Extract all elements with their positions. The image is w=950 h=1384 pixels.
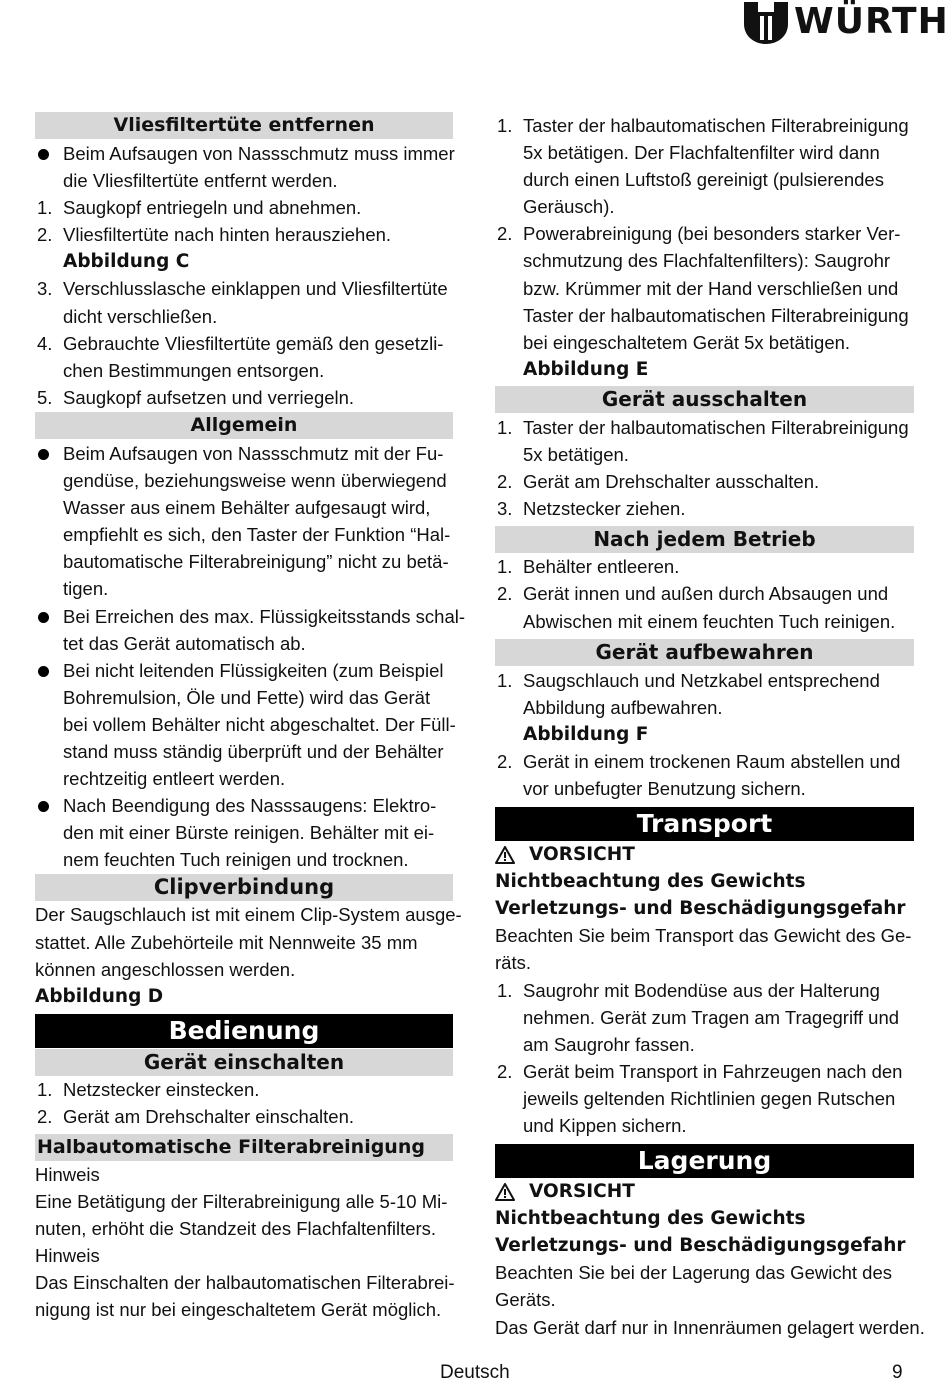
step-item: 3. Netzstecker ziehen. (497, 498, 686, 520)
figure-reference: Abbildung D (35, 985, 164, 1007)
bullet-icon (38, 149, 49, 160)
bullet-icon (38, 666, 49, 677)
wurth-logo-icon (744, 2, 788, 44)
step-item: 2. Gerät am Drehschalter ausschalten. (497, 471, 820, 493)
right-column: 1. Taster der halbautomatischen Filterabreinigung 5x betätigen. Der Flachfaltenfilter wird dann durch einen Luftstoß gereinigt (pulsierendes Geräusch). 2. Powerabreinigung (bei besonders starker Ver- schmutzung des Flachfaltenfilters): Saugrohr bzw. Krümmer mit der Hand verschließen und Taster der halbautomatischen Filterabreinigung bei eingeschaltetem Gerät 5x betätigen. Abbildung E Gerät ausschalten 1. Taster der halbautomatischen Filterabreinigung 5x betätigen. 2. Gerät am Drehschalter ausschalten. 3. Netzstecker ziehen. Nach jedem Betrieb 1. Behälter entleeren. 2. Gerät innen und außen durch Absaugen und Abwischen mit einem feuchten Tuch reinigen. Gerät aufbewahren 1. Saugschlauch und Netzkabel entsprechend Abbildung aufbewahren. Abbildung F 2. Gerät in einem trockenen Raum abstellen und vor unbefugter Benutzung sichern. Transport VORSICHT Nichtbeachtung des Gewichts Verletzungs- und Beschädigungsgefahr Beachten Sie beim Transport das Gewicht des Ge- räts. 1. Saugrohr mit Bodendüse aus der Halterung nehmen. Gerät zum Tragen am Tragegriff und am Saugrohr fassen. 2. Gerät beim Transport in Fahrzeugen nach den jeweils geltenden Richtlinien gegen Rutschen und Kippen sichern. Lagerung VORSICHT Nichtbeachtung des Gewichts Verletzungs- und Beschädigungsgefahr Beachten Sie bei der Lagerung das Gewicht des Geräts. Das Gerät darf nur in Innenräumen gelagert werden. (495, 112, 914, 1341)
figure-reference: Abbildung C (63, 251, 190, 273)
section-heading-ausschalten: Gerät ausschalten (495, 386, 914, 413)
chapter-heading-transport: Transport (495, 807, 914, 841)
bullet-item: Beim Aufsaugen von Nassschmutz muss immer die Vliesfiltertüte entfernt werden. (35, 140, 453, 194)
warning-triangle-icon (495, 846, 515, 864)
section-heading-halbautomatisch: Halbautomatische Filterabreinigung (35, 1134, 453, 1161)
hint-label: Hinweis (35, 1164, 100, 1185)
wurth-logo (744, 1, 949, 46)
step-item: 2. Vliesfiltertüte nach hinten herausziehen. Abbildung C (35, 221, 453, 275)
section-heading-allgemein: Allgemein (35, 412, 453, 439)
step-item: 1. Netzstecker einstecken. (37, 1078, 260, 1100)
bullet-item: Nach Beendigung des Nasssaugens: Elektro- den mit einer Bürste reinigen. Behälter mit ei- nem feuchten Tuch reinigen und trocknen. (35, 792, 453, 873)
bullet-icon (38, 449, 49, 460)
step-item: 1. Saugschlauch und Netzkabel entsprechend Abbildung aufbewahren. Abbildung F (495, 667, 914, 748)
figure-reference: Abbildung E (523, 358, 649, 380)
footer-language: Deutsch (440, 1362, 510, 1383)
step-item: 1. Saugrohr mit Bodendüse aus der Halterung nehmen. Gerät zum Tragen am Tragegriff und am Saugrohr fassen. (497, 979, 900, 1055)
step-item: 1. Taster der halbautomatischen Filterabreinigung 5x betätigen. (497, 416, 909, 466)
step-item: 2. Gerät innen und außen durch Absaugen und Abwischen mit einem feuchten Tuch reinigen. (497, 583, 896, 632)
step-item: 2. Powerabreinigung (bei besonders starker Ver- schmutzung des Flachfaltenfilters): Saugrohr bzw. Krümmer mit der Hand verschließen und Taster der halbautomatischen Filterabreinigung bei eingeschaltetem Gerät 5x betätigen. Abbildung E (495, 220, 914, 383)
left-column: Vliesfiltertüte entfernen Beim Aufsaugen von Nassschmutz muss immer die Vliesfiltertüte entfernt werden. 1. Saugkopf entriegeln und abnehmen. 2. Vliesfiltertüte nach hinten herausziehen. Abbildung C 3. Verschlusslasche einklappen und Vliesfiltertüte dicht verschließen. 4. Gebrauchte Vliesfiltertüte gemäß den gesetzli- chen Bestimmungen entsorgen. 5. Saugkopf aufsetzen und verriegeln. Allgemein Beim Aufsaugen von Nassschmutz mit der Fu- gendüse, beziehungsweise wenn überwiegend Wasser aus einem Behälter aufgesaugt wird, empfiehlt es sich, den Taster der Funktion “Hal- bautomatische Filterabreinigung” nicht zu betä- tigen. Bei Erreichen des max. Flüssigkeitsstands schal- tet das Gerät automatisch ab. Bei nicht leitenden Flüssigkeiten (zum Beispiel Bohremulsion, Öle und Fette) wird das Gerät bei vollem Behälter nicht abgeschaltet. Der Füll- stand muss ständig überprüft und der Behälter rechtzeitig entleert werden. Nach Beendigung des Nasssaugens: Elektro- den mit einer Bürste reinigen. Behälter mit ei- nem feuchten Tuch reinigen und trocknen. Clipverbindung Der Saugschlauch ist mit einem Clip-System ausge- stattet. Alle Zubehörteile mit Nennweite 35 mm können angeschlossen werden. Abbildung D Bedienung Gerät einschalten 1. Netzstecker einstecken. 2. Gerät am Drehschalter einschalten. Halbautomatische Filterabreinigung Hinweis Eine Betätigung der Filterabreinigung alle 5-10 Mi- nuten, erhöht die Standzeit des Flachfaltenfilters. Hinweis Das Einschalten der halbautomatischen Filterabrei- nigung ist nur bei eingeschaltetem Gerät möglich. (35, 114, 466, 1321)
step-item: 2. Gerät in einem trockenen Raum abstellen und vor unbefugter Benutzung sichern. (497, 750, 901, 799)
warning-triangle-icon (495, 1183, 515, 1201)
section-heading-einschalten: Gerät einschalten (35, 1049, 453, 1076)
step-item: 2. Gerät beim Transport in Fahrzeugen nach den jeweils geltenden Richtlinien gegen Rutschen und Kippen sichern. (497, 1060, 903, 1136)
section-heading-nach-betrieb: Nach jedem Betrieb (495, 526, 914, 553)
step-item: 5. Saugkopf aufsetzen und verriegeln. (37, 386, 355, 408)
section-heading-vlies: Vliesfiltertüte entfernen (35, 112, 453, 139)
figure-reference: Abbildung F (523, 723, 649, 745)
step-item: 1. Behälter entleeren. (497, 556, 680, 578)
warning-caution: VORSICHT (495, 841, 914, 868)
bullet-item: Bei nicht leitenden Flüssigkeiten (zum Beispiel Bohremulsion, Öle und Fette) wird das Gerät bei vollem Behälter nicht abgeschaltet. Der Füll- stand muss ständig überprüft und der Behälter rechtzeitig entleert werden. (35, 657, 453, 792)
step-item: 3. Verschlusslasche einklappen und Vliesfiltertüte dicht verschließen. (37, 278, 448, 327)
bullet-icon (38, 612, 49, 623)
brand-name: WÜRTH (794, 1, 949, 42)
step-item: 4. Gebrauchte Vliesfiltertüte gemäß den gesetzli- chen Bestimmungen entsorgen. (37, 332, 444, 381)
section-heading-clip: Clipverbindung (35, 874, 453, 901)
chapter-heading-lagerung: Lagerung (495, 1144, 914, 1178)
bullet-icon (38, 801, 49, 812)
page-number: 9 (892, 1362, 903, 1383)
warning-caution: VORSICHT (495, 1178, 914, 1205)
chapter-heading-bedienung: Bedienung (35, 1014, 453, 1048)
step-item: 1. Taster der halbautomatischen Filterabreinigung 5x betätigen. Der Flachfaltenfilter wird dann durch einen Luftstoß gereinigt (pulsierendes Geräusch). (497, 115, 909, 218)
step-item: 1. Saugkopf entriegeln und abnehmen. (37, 197, 362, 219)
step-item: 2. Gerät am Drehschalter einschalten. (37, 1105, 354, 1127)
bullet-item: Beim Aufsaugen von Nassschmutz mit der Fu- gendüse, beziehungsweise wenn überwiegend Wasser aus einem Behälter aufgesaugt wird, empfiehlt es sich, den Taster der Funktion “Hal- bautomatische Filterabreinigung” nicht zu betä- tigen. (35, 440, 453, 603)
hint-label: Hinweis (35, 1245, 100, 1267)
bullet-item: Bei Erreichen des max. Flüssigkeitsstands schal- tet das Gerät automatisch ab. (35, 603, 453, 657)
section-heading-aufbewahren: Gerät aufbewahren (495, 639, 914, 666)
